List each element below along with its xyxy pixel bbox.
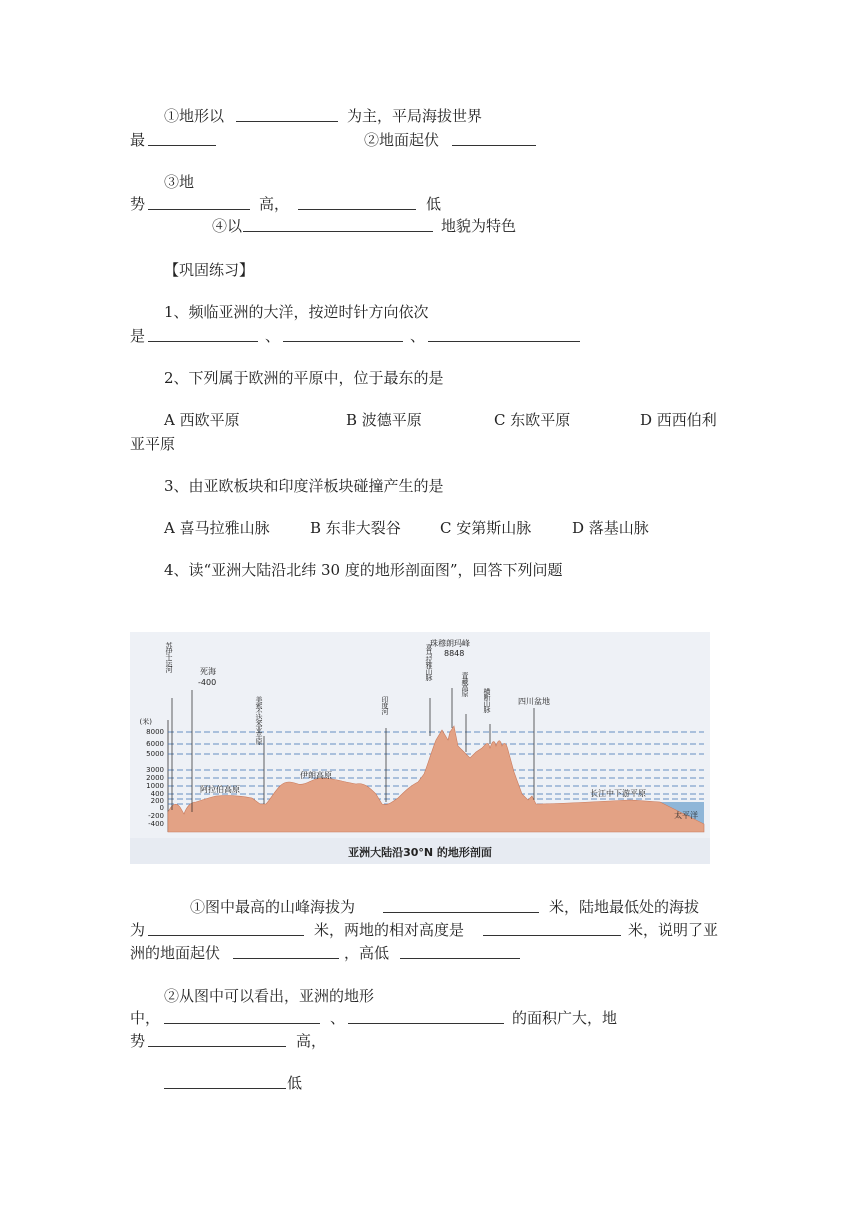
summary-feature-label: 地貌为特色 xyxy=(441,217,517,235)
option-d[interactable]: D 落基山脉 xyxy=(572,519,649,537)
blank-low-region[interactable] xyxy=(298,192,416,210)
question-2-options-cont xyxy=(0,432,860,456)
label-everest: 珠穆朗玛峰 xyxy=(430,639,470,648)
y-axis-ticks xyxy=(140,717,164,828)
blank-lowest-point[interactable] xyxy=(148,918,304,936)
tick-label: 2000 xyxy=(146,774,164,782)
label-mesopotamian-plain: 美索不达米亚平原 xyxy=(255,696,263,744)
blank-relief-degree[interactable] xyxy=(233,941,339,959)
separator: 、 xyxy=(410,327,426,345)
label-sichuan-basin: 四川盆地 xyxy=(518,697,550,706)
option-a[interactable]: A 西欧平原 xyxy=(164,411,240,429)
summary-line-4 xyxy=(0,192,860,216)
q4-area-text: 的面积广大，地 xyxy=(512,1009,618,1027)
q4-part2-text: ②从图中可以看出，亚洲的地形 xyxy=(164,987,375,1005)
label-iranian-plateau: 伊朗高原 xyxy=(300,771,332,780)
option-c[interactable]: C 东欧平原 xyxy=(494,411,571,429)
label-yangtze-plain: 长江中下游平原 xyxy=(590,789,646,798)
summary-relief-label: ②地面起伏 xyxy=(364,131,440,149)
tick-label: 1000 xyxy=(146,782,164,790)
blank-terrain-type[interactable] xyxy=(236,104,338,122)
option-b[interactable]: B 波德平原 xyxy=(346,411,422,429)
q4-lowest-text: 米，陆地最低处的海拔 xyxy=(549,898,700,916)
q4-explain-text: 米，说明了亚 xyxy=(628,921,719,939)
blank-highest-peak[interactable] xyxy=(383,895,539,913)
q4-part2-line-2 xyxy=(0,1006,860,1030)
q4-in-text: 中， xyxy=(130,1009,161,1027)
summary-line-3 xyxy=(0,170,860,194)
question-1-line-2 xyxy=(0,324,860,348)
label-suez-canal: 苏伊士运河 xyxy=(165,642,173,672)
label-indus-river: 印度河 xyxy=(381,696,389,714)
terrain-profile xyxy=(168,726,704,832)
summary-line-2 xyxy=(0,128,860,152)
option-c[interactable]: C 安第斯山脉 xyxy=(440,519,532,537)
terrain-profile-svg xyxy=(130,632,710,864)
blank-altitude-rank[interactable] xyxy=(148,128,216,146)
question-4-text: 4、读“亚洲大陆沿北纬 30 度的地形剖面图”，回答下列问题 xyxy=(164,561,563,579)
tick-label: 400 xyxy=(150,790,164,798)
blank-relative-height[interactable] xyxy=(483,918,621,936)
separator: 、 xyxy=(265,327,281,345)
question-1-line-1 xyxy=(0,300,860,324)
question-2 xyxy=(0,366,860,390)
q4-answer-line-3 xyxy=(0,941,860,965)
tick-label: 8000 xyxy=(146,728,164,736)
blank-height-difference[interactable] xyxy=(400,941,520,959)
blank-landform[interactable] xyxy=(243,214,433,232)
separator: 、 xyxy=(330,1009,346,1027)
practice-heading-text: 【巩固练习】 xyxy=(164,261,255,279)
question-3-options xyxy=(0,516,860,540)
option-d-cont: 亚平原 xyxy=(130,435,176,453)
blank-high-part[interactable] xyxy=(148,1029,286,1047)
blank-landform-1[interactable] xyxy=(164,1006,320,1024)
summary-landform-label: ④以 xyxy=(212,217,243,235)
question-1-text: 1、频临亚洲的大洋，按逆时针方向依次 xyxy=(164,303,429,321)
q4-answer-line-2 xyxy=(0,918,860,942)
option-d[interactable]: D 西西伯利 xyxy=(640,411,717,429)
blank-ocean-2[interactable] xyxy=(283,324,403,342)
q4-relief-text: 洲的地面起伏 xyxy=(130,944,221,962)
summary-slope-label: 势 xyxy=(130,195,146,213)
q4-answer-line-1 xyxy=(0,895,860,919)
q4-height-diff-text: ，高低 xyxy=(344,944,390,962)
q4-highest-peak-text: ①图中最高的山峰海拔为 xyxy=(190,898,356,916)
q4-high-text: 高， xyxy=(296,1032,327,1050)
blank-relief[interactable] xyxy=(452,128,536,146)
y-axis-unit: (米) xyxy=(139,718,152,726)
tick-label: -200 xyxy=(148,812,164,820)
tick-label: 3000 xyxy=(146,766,164,774)
label-dead-sea: 死海 xyxy=(200,667,216,676)
question-4 xyxy=(0,558,860,582)
summary-low-label: 低 xyxy=(426,195,442,213)
question-3 xyxy=(0,474,860,498)
q4-slope-text: 势 xyxy=(130,1032,146,1050)
blank-landform-2[interactable] xyxy=(348,1006,504,1024)
practice-heading xyxy=(0,258,860,282)
label-arabian-plateau: 阿拉伯高原 xyxy=(200,785,240,794)
question-1-is: 是 xyxy=(130,327,146,345)
summary-altitude-label: 为主，平局海拔世界 xyxy=(347,107,483,125)
summary-line-5 xyxy=(0,214,860,238)
tick-label: 200 xyxy=(150,797,164,805)
blank-ocean-1[interactable] xyxy=(148,324,258,342)
q4-low-text: 低 xyxy=(287,1074,303,1092)
question-2-options xyxy=(0,408,860,432)
blank-ocean-3[interactable] xyxy=(428,324,580,342)
tick-label: 0 xyxy=(159,804,164,812)
blank-low-part[interactable] xyxy=(164,1071,286,1089)
q4-part2-line-3 xyxy=(0,1029,860,1053)
figure-caption: 亚洲大陆沿30°N 的地形剖面 xyxy=(348,846,492,859)
terrain-profile-figure xyxy=(130,632,710,864)
question-2-text: 2、下列属于欧洲的平原中，位于最东的是 xyxy=(164,369,444,387)
label-dead-sea-value: -400 xyxy=(198,678,217,687)
tick-label: -400 xyxy=(148,820,164,828)
summary-line-1 xyxy=(0,104,860,128)
tick-label: 5000 xyxy=(146,750,164,758)
label-himalayas: 喜马拉雅山脉 xyxy=(425,644,433,680)
tick-label: 6000 xyxy=(146,740,164,748)
q4-part2-line-1 xyxy=(0,984,860,1008)
label-pacific: 太平洋 xyxy=(674,811,698,820)
summary-terrain2-label: ③地 xyxy=(164,173,195,191)
q4-is-text: 为 xyxy=(130,921,146,939)
summary-high-label: 高， xyxy=(259,195,290,213)
q4-part2-line-4 xyxy=(0,1071,860,1095)
question-3-text: 3、由亚欧板块和印度洋板块碰撞产生的是 xyxy=(164,477,444,495)
q4-relative-height-text: 米，两地的相对高度是 xyxy=(314,921,465,939)
option-b[interactable]: B 东非大裂谷 xyxy=(310,519,401,537)
label-hengduan-mountains: 横断山脉 xyxy=(483,688,491,712)
summary-terrain-label: ①地形以 xyxy=(164,107,225,125)
label-tibetan-plateau: 青藏高原 xyxy=(461,672,469,696)
blank-high-region[interactable] xyxy=(148,192,250,210)
summary-most-label: 最 xyxy=(130,131,146,149)
option-a[interactable]: A 喜马拉雅山脉 xyxy=(164,519,270,537)
label-everest-value: 8848 xyxy=(444,649,465,658)
